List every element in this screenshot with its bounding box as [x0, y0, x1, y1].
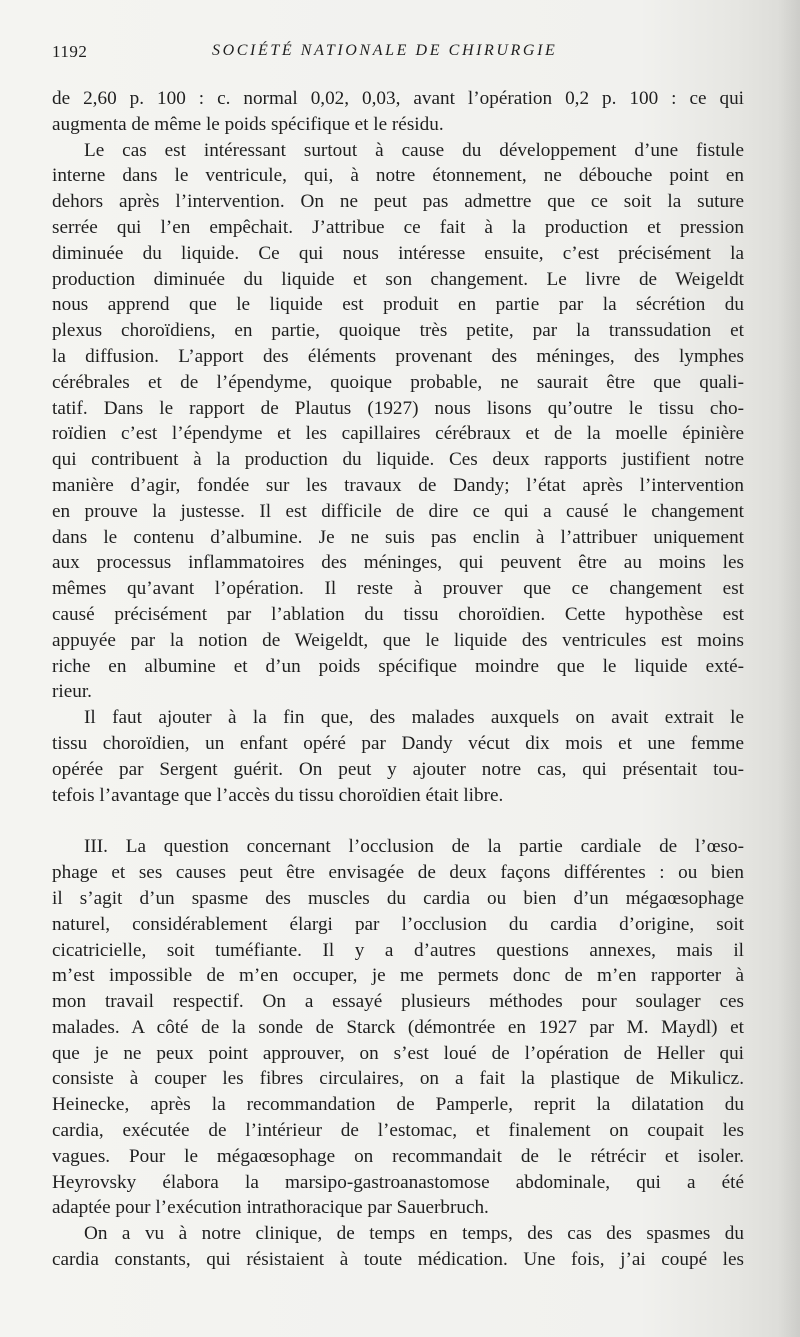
text-line: aux processus inflammatoires des méninges, qui peuvent être au moins les [52, 552, 744, 574]
text-line: plexus choroïdiens, en partie, quoique très petite, par la transsudation et [52, 320, 744, 342]
text-line: tatif. Dans le rapport de Plautus (1927) nous lisons qu’outre le tissu cho- [52, 397, 744, 419]
paragraph [52, 1221, 744, 1273]
text-line: Le cas est intéressant surtout à cause du développement d’une fistule [84, 139, 744, 161]
text-line: mon travail respectif. On a essayé plusieurs méthodes pour soulager ces [52, 991, 744, 1013]
text-line: en prouve la justesse. Il est difficile de dire ce qui a causé le changement [52, 500, 744, 522]
text-line: III. La question concernant l’occlusion de la partie cardiale de l’œso- [84, 836, 744, 858]
text-line: que je ne peux point approuver, on s’est loué de l’opération de Heller qui [52, 1042, 744, 1064]
paragraph [52, 705, 744, 808]
paragraph [52, 86, 744, 138]
text-line: interne dans le ventricule, qui, à notre étonnement, ne débouche point en [52, 165, 744, 187]
text-line: serrée qui l’en empêchait. J’attribue ce fait à la production et pression [52, 216, 744, 238]
text-line: dans le contenu d’albumine. Je ne suis pas enclin à l’attribuer uniquement [52, 526, 744, 548]
text-line: tissu choroïdien, un enfant opéré par Dandy vécut dix mois et une femme [52, 732, 744, 754]
text-line: rieur. [52, 681, 92, 703]
section-gap [52, 808, 744, 834]
body-text [52, 86, 744, 1273]
text-line: opérée par Sergent guérit. On peut y ajouter notre cas, qui présentait tou- [52, 758, 744, 780]
text-line: cardia constants, qui résistaient à toute médication. Une fois, j’ai coupé les [52, 1249, 744, 1271]
journal-title: SOCIÉTÉ NATIONALE DE CHIRURGIE [212, 42, 558, 59]
text-line: consiste à couper les fibres circulaires, on a fait la plastique de Mikulicz. [52, 1068, 744, 1090]
text-line: tefois l’avantage que l’accès du tissu choroïdien était libre. [52, 784, 504, 806]
text-line: On a vu à notre clinique, de temps en temps, des cas des spasmes du [84, 1223, 744, 1245]
text-line: manière d’agir, fondée sur les travaux de Dandy; l’état après l’intervention [52, 474, 744, 496]
text-line: de 2,60 p. 100 : c. normal 0,02, 0,03, avant l’opération 0,2 p. 100 : ce qui [52, 88, 744, 109]
page-edge-shadow [778, 0, 800, 1337]
text-line: vagues. Pour le mégaœsophage on recommandait de le rétrécir et isoler. [52, 1145, 744, 1167]
text-line: diminuée du liquide. Ce qui nous intéresse ensuite, c’est précisément la [52, 242, 744, 264]
text-line: Heinecke, après la recommandation de Pamperle, reprit la dilatation du [52, 1094, 744, 1116]
text-line: malades. A côté de la sonde de Starck (démontrée en 1927 par M. Maydl) et [52, 1016, 744, 1038]
text-line: adaptée pour l’exécution intrathoracique par Sauerbruch. [52, 1197, 489, 1219]
text-line: m’est impossible de m’en occuper, je me permets donc de m’en rapporter à [52, 965, 744, 987]
text-line: qui contribuent à la production du liquide. Ces deux rapports justifient notre [52, 449, 744, 471]
text-line: Il faut ajouter à la fin que, des malades auxquels on avait extrait le [84, 707, 744, 729]
text-line: roïdien c’est l’épendyme et les capillaires cérébraux et de la moelle épinière [52, 423, 744, 445]
text-line: naturel, considérablement élargi par l’occlusion du cardia d’origine, soit [52, 913, 744, 935]
running-header [52, 38, 752, 66]
text-line: riche en albumine et d’un poids spécifique moindre que le liquide exté- [52, 655, 744, 677]
page-number: 1192 [52, 42, 88, 61]
text-line: augmenta de même le poids spécifique et le résidu. [52, 113, 444, 135]
text-line: phage et ses causes peut être envisagée de deux façons différentes : ou bien [52, 862, 744, 884]
text-line: production diminuée du liquide et son changement. Le livre de Weigeldt [52, 268, 744, 290]
text-line: cardia, exécutée de l’intérieur de l’estomac, et finalement on coupait les [52, 1120, 744, 1142]
text-line: il s’agit d’un spasme des muscles du cardia ou bien d’un mégaœsophage [52, 887, 744, 909]
text-line: causé précisément par l’ablation du tissu choroïdien. Cette hypothèse est [52, 603, 744, 625]
text-line: cérébrales et de l’épendyme, quoique probable, ne saurait être que quali- [52, 371, 744, 393]
paragraph [52, 834, 744, 1221]
text-line: mêmes qu’avant l’opération. Il reste à prouver que ce changement est [52, 578, 744, 600]
text-line: Heyrovsky élabora la marsipo-gastroanastomose abdominale, qui a été [52, 1171, 744, 1193]
paragraph [52, 138, 744, 706]
text-line: la diffusion. L’apport des éléments provenant des méninges, des lymphes [52, 345, 744, 367]
text-line: appuyée par la notion de Weigeldt, que le liquide des ventricules est moins [52, 629, 744, 651]
text-line: cicatricielle, soit tuméfiante. Il y a d’autres questions annexes, mais il [52, 939, 744, 961]
text-line: dehors après l’intervention. On ne peut pas admettre que ce soit la suture [52, 191, 744, 213]
text-line: nous apprend que le liquide est produit en partie par la sécrétion du [52, 294, 744, 316]
